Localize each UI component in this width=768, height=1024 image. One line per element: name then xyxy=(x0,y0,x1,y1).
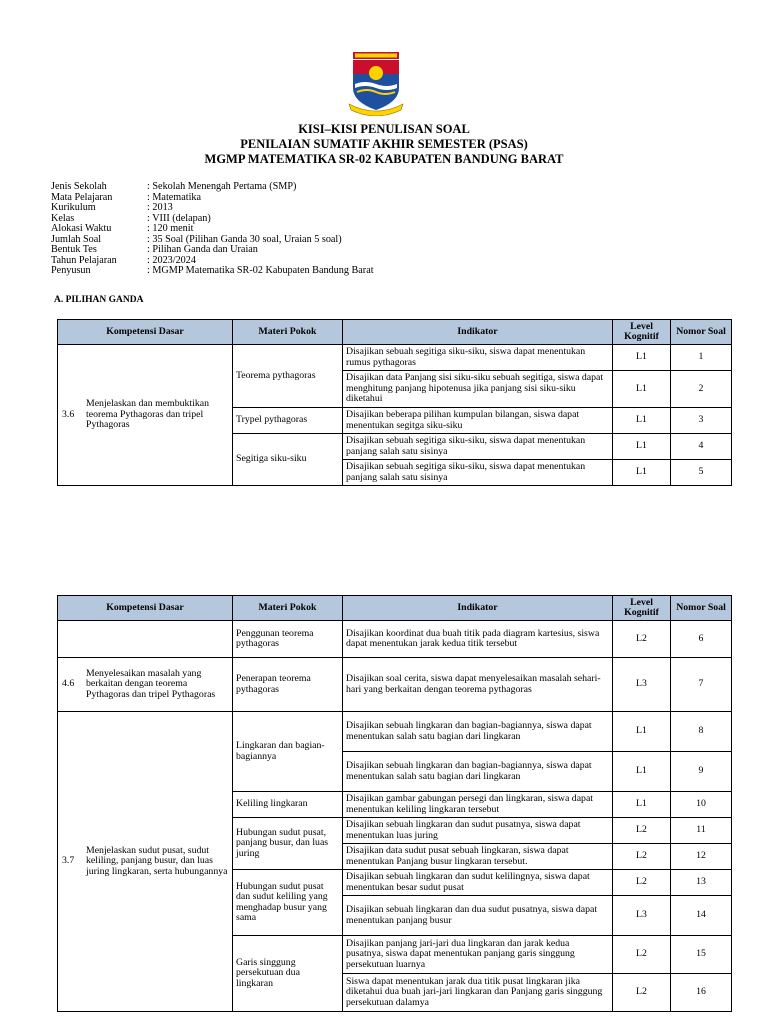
kd-cell xyxy=(58,345,233,486)
kd-code: 4.6 xyxy=(62,678,75,690)
meta-label: Penyusun xyxy=(51,265,91,276)
nomor-cell: 1 xyxy=(671,345,732,371)
header-level: Level Kognitif xyxy=(613,320,671,345)
meta-label: Bentuk Tes xyxy=(51,244,97,255)
materi-cell: Keliling lingkaran xyxy=(233,792,343,818)
header-nomor: Nomor Soal xyxy=(671,320,732,345)
meta-row xyxy=(51,245,374,256)
meta-label: Tahun Pelajaran xyxy=(51,254,117,266)
indikator-cell: Disajikan data Panjang sisi siku-siku sebuah segitiga, siswa dapat menghitung panjang hipotenusa jika panjang sisi siku-siku diketahui xyxy=(343,371,613,408)
level-cell: L1 xyxy=(613,345,671,371)
meta-row xyxy=(51,224,374,235)
meta-value: : 2013 xyxy=(147,202,173,213)
indikator-cell: Siswa dapat menentukan jarak dua titik pusat lingkaran jika diketahui dua buah jari-jari lingkaran dan Panjang garis singgung persekutuan dalamya xyxy=(343,974,613,1012)
kd-text: Menjelaskan sudut pusat, sudut keliling, panjang busur, dan luas juring lingkaran, serta hubungannya xyxy=(86,844,228,877)
header-kd: Kompetensi Dasar xyxy=(58,596,233,621)
title-line-2: PENILAIAN SUMATIF AKHIR SEMESTER (PSAS) xyxy=(240,137,528,151)
header-nomor: Nomor Soal xyxy=(671,596,732,621)
materi-cell: Penerapan teorema pythagoras xyxy=(233,658,343,712)
meta-value: : 2023/2024 xyxy=(147,254,196,266)
nomor-cell: 8 xyxy=(671,712,732,752)
header-kd: Kompetensi Dasar xyxy=(58,320,233,345)
meta-value: : 35 Soal (Pilihan Ganda 30 soal, Uraian 5 soal) xyxy=(147,233,342,245)
nomor-cell: 3 xyxy=(671,408,732,434)
meta-label: Jumlah Soal xyxy=(51,233,102,245)
indikator-cell: Disajikan sebuah lingkaran dan sudut kelilingnya, siswa dapat menentukan besar sudut pusat xyxy=(343,870,613,896)
header-level: Level Kognitif xyxy=(613,596,671,621)
grid-table-2 xyxy=(57,595,732,1012)
level-cell: L1 xyxy=(613,752,671,792)
materi-cell: Segitiga siku-siku xyxy=(233,434,343,486)
nomor-cell: 12 xyxy=(671,844,732,870)
meta-label: Kelas xyxy=(51,212,75,224)
meta-value: : Pilihan Ganda dan Uraian xyxy=(147,244,258,255)
nomor-cell: 14 xyxy=(671,896,732,936)
meta-row xyxy=(51,203,374,214)
section-heading: A. PILIHAN GANDA xyxy=(54,295,144,305)
nomor-cell: 9 xyxy=(671,752,732,792)
indikator-cell: Disajikan sebuah lingkaran dan sudut pusatnya, siswa dapat menentukan luas juring xyxy=(343,818,613,844)
kd-cell-empty xyxy=(58,621,233,658)
level-cell: L1 xyxy=(613,460,671,486)
title-line-3: MGMP MATEMATIKA SR-02 KABUPATEN BANDUNG BARAT xyxy=(204,152,564,166)
materi-cell: Hubungan sudut pusat, panjang busur, dan luas juring xyxy=(233,818,343,870)
materi-cell: Trypel pythagoras xyxy=(233,408,343,434)
meta-row xyxy=(51,266,374,277)
indikator-cell: Disajikan sebuah segitiga siku-siku, siswa dapat menentukan panjang salah satu sisinya xyxy=(343,460,613,486)
level-cell: L2 xyxy=(613,844,671,870)
header-materi: Materi Pokok xyxy=(233,320,343,345)
indikator-cell: Disajikan sebuah lingkaran dan dua sudut pusatnya, siswa dapat menentukan panjang busur xyxy=(343,896,613,936)
table-row xyxy=(58,712,732,752)
level-cell: L1 xyxy=(613,371,671,408)
kd-cell xyxy=(58,712,233,1012)
level-cell: L2 xyxy=(613,936,671,974)
nomor-cell: 10 xyxy=(671,792,732,818)
level-cell: L2 xyxy=(613,870,671,896)
document-title xyxy=(0,122,768,167)
indikator-cell: Disajikan koordinat dua buah titik pada diagram kartesius, siswa dapat menentukan jarak kedua titik tersebut xyxy=(343,621,613,658)
kd-text: Menyelesaikan masalah yang berkaitan dengan teorema Pythagoras dan tripel Pythagoras xyxy=(86,667,216,700)
level-cell: L2 xyxy=(613,818,671,844)
meta-label: Jenis Sekolah xyxy=(51,181,107,192)
indikator-cell: Disajikan sebuah segitiga siku-siku, siswa dapat menentukan panjang salah satu sisinya xyxy=(343,434,613,460)
crest-icon xyxy=(347,50,405,116)
level-cell: L1 xyxy=(613,434,671,460)
table-row xyxy=(58,658,732,712)
meta-row xyxy=(51,182,374,193)
indikator-cell: Disajikan gambar gabungan persegi dan lingkaran, siswa dapat menentukan keliling lingkaran tersebut xyxy=(343,792,613,818)
materi-cell: Garis singgung persekutuan dua lingkaran xyxy=(233,936,343,1012)
header-indikator: Indikator xyxy=(343,320,613,345)
meta-row xyxy=(51,193,374,204)
meta-label: Alokasi Waktu xyxy=(51,223,112,234)
meta-value: : VIII (delapan) xyxy=(147,212,211,224)
nomor-cell: 15 xyxy=(671,936,732,974)
indikator-cell: Disajikan beberapa pilihan kumpulan bilangan, siswa dapat menentukan segitga siku-siku xyxy=(343,408,613,434)
table-header-row xyxy=(58,320,732,345)
indikator-cell: Disajikan panjang jari-jari dua lingkaran dan jarak kedua pusatnya, siswa dapat menentukan panjang garis singgung persekutuan luarnya xyxy=(343,936,613,974)
meta-value: : 120 menit xyxy=(147,223,194,234)
meta-label: Kurikulum xyxy=(51,202,96,213)
nomor-cell: 16 xyxy=(671,974,732,1012)
nomor-cell: 2 xyxy=(671,371,732,408)
table-header-row xyxy=(58,596,732,621)
materi-cell: Lingkaran dan bagian-bagiannya xyxy=(233,712,343,792)
nomor-cell: 4 xyxy=(671,434,732,460)
meta-label: Mata Pelajaran xyxy=(51,191,113,203)
indikator-cell: Disajikan data sudut pusat sebuah lingkaran, siswa dapat menentukan Panjang busur lingkaran tersebut. xyxy=(343,844,613,870)
level-cell: L1 xyxy=(613,408,671,434)
nomor-cell: 5 xyxy=(671,460,732,486)
meta-value: : Sekolah Menengah Pertama (SMP) xyxy=(147,181,297,192)
level-cell: L1 xyxy=(613,712,671,752)
meta-value: : MGMP Matematika SR-02 Kabupaten Bandung Barat xyxy=(147,265,374,276)
materi-cell: Penggunan teorema pythagoras xyxy=(233,621,343,658)
nomor-cell: 6 xyxy=(671,621,732,658)
level-cell: L1 xyxy=(613,792,671,818)
kd-code: 3.7 xyxy=(62,855,75,867)
level-cell: L3 xyxy=(613,896,671,936)
header-indikator: Indikator xyxy=(343,596,613,621)
indikator-cell: Disajikan soal cerita, siswa dapat menyelesaikan masalah sehari-hari yang berkaitan dengan teorema pythagoras xyxy=(343,658,613,712)
meta-value: : Matematika xyxy=(147,191,202,203)
table-row xyxy=(58,621,732,658)
table-row xyxy=(58,345,732,371)
grid-table-1 xyxy=(57,319,732,486)
kd-cell xyxy=(58,658,233,712)
level-cell: L2 xyxy=(613,974,671,1012)
materi-cell: Teorema pythagoras xyxy=(233,345,343,408)
nomor-cell: 7 xyxy=(671,658,732,712)
nomor-cell: 11 xyxy=(671,818,732,844)
materi-cell: Hubungan sudut pusat dan sudut keliling yang menghadap busur yang sama xyxy=(233,870,343,936)
title-line-1: KISI–KISI PENULISAN SOAL xyxy=(298,122,470,136)
level-cell: L2 xyxy=(613,621,671,658)
kd-text: Menjelaskan dan membuktikan teorema Pythagoras dan tripel Pythagoras xyxy=(86,398,209,431)
indikator-cell: Disajikan sebuah lingkaran dan bagian-bagiannya, siswa dapat menentukan salah satu bagian dari lingkaran xyxy=(343,752,613,792)
indikator-cell: Disajikan sebuah lingkaran dan bagian-bagiannya, siswa dapat menentukan salah satu bagian dari lingkaran xyxy=(343,712,613,752)
level-cell: L3 xyxy=(613,658,671,712)
identity-block xyxy=(51,182,374,277)
nomor-cell: 13 xyxy=(671,870,732,896)
kd-code: 3.6 xyxy=(62,408,75,420)
indikator-cell: Disajikan sebuah segitiga siku-siku, siswa dapat menentukan rumus pythagoras xyxy=(343,345,613,371)
header-materi: Materi Pokok xyxy=(233,596,343,621)
